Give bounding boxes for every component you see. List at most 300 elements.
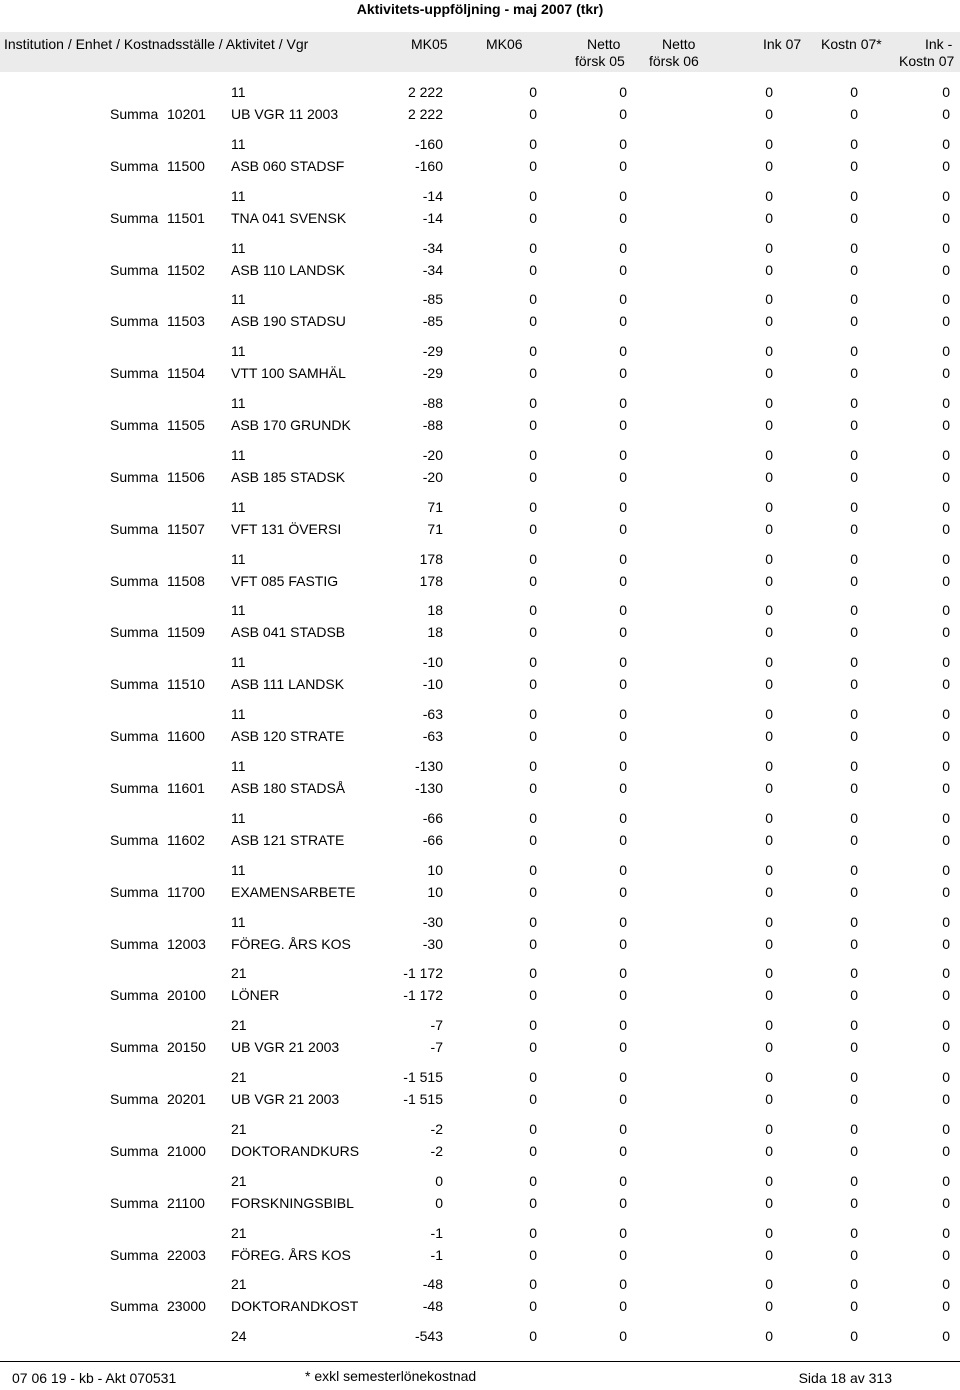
- value-cell: 0: [765, 187, 773, 204]
- value-cell: 0: [765, 291, 773, 308]
- value-cell: 0: [850, 209, 858, 226]
- account-name: UB VGR 21 2003: [231, 1091, 340, 1108]
- row-group: [0, 76, 960, 128]
- value-cell: 0: [529, 861, 537, 878]
- summary-row: [0, 1244, 960, 1266]
- value-cell: 0: [850, 498, 858, 515]
- value-cell: 0: [765, 209, 773, 226]
- value-cell: 0: [942, 831, 950, 848]
- row-group: [0, 1165, 960, 1217]
- value-cell: 0: [850, 987, 858, 1004]
- value-cell: 0: [942, 654, 950, 671]
- value-cell: 0: [529, 239, 537, 256]
- vgr-code: 21: [231, 1069, 247, 1086]
- value-cell: 0: [619, 1276, 627, 1293]
- value-cell: 0: [942, 1120, 950, 1137]
- summa-label: Summa: [110, 935, 159, 952]
- value-cell: 0: [529, 1039, 537, 1056]
- header-netto06-line1: Netto: [662, 36, 696, 52]
- value-cell: 0: [619, 831, 627, 848]
- value-cell: 0: [619, 1017, 627, 1034]
- summa-label: Summa: [110, 1091, 159, 1108]
- vgr-code: 11: [231, 84, 246, 100]
- value-cell: 0: [850, 728, 858, 745]
- value-cell: 0: [529, 602, 537, 619]
- value-cell: 0: [619, 883, 627, 900]
- summa-label: Summa: [110, 520, 159, 537]
- mk05-value: 2 222: [407, 84, 443, 100]
- value-cell: 0: [850, 861, 858, 878]
- value-cell: 0: [619, 446, 627, 463]
- vgr-code: 11: [231, 913, 246, 930]
- value-cell: 0: [850, 135, 858, 152]
- page-footer: [0, 1361, 960, 1390]
- value-cell: 0: [765, 261, 773, 278]
- account-name: ASB 060 STADSF: [231, 157, 345, 174]
- mk05-value: -543: [414, 1328, 443, 1345]
- mk05-value: -66: [422, 809, 443, 826]
- value-cell: 0: [850, 468, 858, 485]
- footer-note: * exkl semesterlönekostnad: [305, 1368, 477, 1384]
- value-cell: 0: [942, 1224, 950, 1241]
- value-cell: 0: [765, 1298, 773, 1315]
- value-cell: 0: [619, 1039, 627, 1056]
- value-cell: 0: [765, 1120, 773, 1137]
- value-cell: 0: [619, 291, 627, 308]
- vgr-code: 11: [231, 239, 246, 256]
- value-cell: 0: [619, 313, 627, 330]
- account-name: FÖREG. ÅRS KOS: [231, 935, 351, 952]
- summa-label: Summa: [110, 728, 159, 745]
- value-cell: 0: [765, 1017, 773, 1034]
- value-cell: 0: [850, 913, 858, 930]
- value-cell: 0: [765, 831, 773, 848]
- mk05-value: -1: [430, 1224, 443, 1241]
- value-cell: 0: [942, 468, 950, 485]
- value-cell: 0: [529, 365, 537, 382]
- row-group: [0, 854, 960, 906]
- value-cell: 0: [850, 624, 858, 641]
- value-cell: 0: [765, 1328, 773, 1345]
- account-number: 11501: [167, 209, 205, 226]
- mk05-total: 2 222: [407, 106, 443, 122]
- value-cell: 0: [529, 343, 537, 360]
- value-cell: 0: [529, 831, 537, 848]
- value-cell: 0: [942, 395, 950, 412]
- value-cell: 0: [765, 883, 773, 900]
- row-group: [0, 180, 960, 232]
- mk05-total: -1: [430, 1246, 443, 1263]
- value-cell: 0: [850, 343, 858, 360]
- mk05-total: 71: [427, 520, 443, 537]
- summary-row: [0, 984, 960, 1006]
- value-cell: 0: [942, 757, 950, 774]
- account-number: 11601: [167, 779, 205, 796]
- detail-row: [0, 911, 960, 933]
- value-cell: 0: [765, 728, 773, 745]
- value-cell: 0: [942, 728, 950, 745]
- summary-row: [0, 933, 960, 955]
- value-cell: 0: [942, 343, 950, 360]
- detail-row: [0, 599, 960, 621]
- account-name: EXAMENSARBETE: [231, 883, 356, 900]
- value-cell: 0: [850, 654, 858, 671]
- summa-label: Summa: [110, 261, 159, 278]
- summa-label: Summa: [110, 1246, 159, 1263]
- value-cell: 0: [942, 987, 950, 1004]
- value-cell: 0: [850, 291, 858, 308]
- vgr-code: 11: [231, 654, 246, 671]
- row-group: [0, 1009, 960, 1061]
- value-cell: 0: [765, 520, 773, 537]
- summary-row: [0, 725, 960, 747]
- value-cell: 0: [942, 365, 950, 382]
- summa-label: Summa: [110, 106, 159, 122]
- value-cell: 0: [619, 239, 627, 256]
- value-cell: 0: [765, 965, 773, 982]
- summary-row: [0, 1088, 960, 1110]
- value-cell: 0: [850, 1091, 858, 1108]
- detail-row: [0, 962, 960, 984]
- value-cell: 0: [850, 1224, 858, 1241]
- value-cell: 0: [942, 446, 950, 463]
- value-cell: 0: [619, 809, 627, 826]
- value-cell: 0: [619, 261, 627, 278]
- value-cell: 0: [942, 1194, 950, 1211]
- value-cell: 0: [942, 1276, 950, 1293]
- value-cell: 0: [942, 883, 950, 900]
- value-cell: 0: [529, 1091, 537, 1108]
- vgr-code: 11: [231, 809, 246, 826]
- value-cell: 0: [942, 965, 950, 982]
- mk05-value: -7: [430, 1017, 443, 1034]
- mk05-total: 0: [435, 1194, 443, 1211]
- footer-page-number: Sida 18 av 313: [798, 1370, 892, 1386]
- detail-row: [0, 1170, 960, 1192]
- account-number: 20201: [167, 1091, 206, 1108]
- vgr-code: 11: [231, 498, 246, 515]
- detail-row: [0, 496, 960, 518]
- value-cell: 0: [942, 135, 950, 152]
- summary-row: [0, 1140, 960, 1162]
- mk05-value: -160: [414, 135, 443, 152]
- summa-label: Summa: [110, 1142, 159, 1159]
- value-cell: 0: [942, 1017, 950, 1034]
- value-cell: 0: [529, 728, 537, 745]
- summa-label: Summa: [110, 831, 159, 848]
- value-cell: 0: [850, 572, 858, 589]
- value-cell: 0: [619, 913, 627, 930]
- mk05-value: -63: [422, 706, 443, 723]
- detail-row: [0, 703, 960, 725]
- mk05-value: 10: [427, 861, 443, 878]
- summa-label: Summa: [110, 987, 159, 1004]
- value-cell: 0: [619, 757, 627, 774]
- account-number: 21000: [167, 1142, 206, 1159]
- account-number: 11504: [167, 365, 205, 382]
- value-cell: 0: [850, 831, 858, 848]
- row-group: [0, 128, 960, 180]
- value-cell: 0: [619, 624, 627, 641]
- header-inkk-line2: Kostn 07: [899, 53, 955, 69]
- value-cell: 0: [850, 239, 858, 256]
- value-cell: 0: [619, 654, 627, 671]
- value-cell: 0: [529, 1194, 537, 1211]
- value-cell: 0: [619, 779, 627, 796]
- value-cell: 0: [529, 135, 537, 152]
- value-cell: 0: [529, 520, 537, 537]
- account-number: 11510: [167, 676, 205, 693]
- summa-label: Summa: [110, 313, 159, 330]
- account-name: ASB 190 STADSU: [231, 313, 346, 330]
- value-cell: 0: [765, 468, 773, 485]
- account-number: 21100: [167, 1194, 205, 1211]
- vgr-code: 11: [231, 861, 246, 878]
- value-cell: 0: [619, 1120, 627, 1137]
- value-cell: 0: [765, 446, 773, 463]
- value-cell: 0: [850, 1120, 858, 1137]
- summary-row: [0, 777, 960, 799]
- value-cell: 0: [942, 1298, 950, 1315]
- mk05-total: -66: [422, 831, 443, 848]
- value-cell: 0: [529, 417, 537, 434]
- row-group: [0, 491, 960, 543]
- value-cell: 0: [765, 1276, 773, 1293]
- row-group: [0, 698, 960, 750]
- mk05-value: 18: [427, 602, 443, 619]
- value-cell: 0: [529, 572, 537, 589]
- footer-date: 07 06 19 - kb - Akt 070531: [12, 1370, 177, 1386]
- detail-row: [0, 1066, 960, 1088]
- header-kostn07: Kostn 07*: [821, 36, 882, 52]
- summary-row: [0, 414, 960, 436]
- account-number: 12003: [167, 935, 206, 952]
- value-cell: 0: [765, 757, 773, 774]
- value-cell: 0: [619, 572, 627, 589]
- summary-row: [0, 1295, 960, 1317]
- value-cell: 0: [942, 1091, 950, 1108]
- value-cell: 0: [942, 1172, 950, 1189]
- value-cell: 0: [529, 1069, 537, 1086]
- value-cell: 0: [850, 1172, 858, 1189]
- value-cell: 0: [942, 187, 950, 204]
- value-cell: 0: [529, 706, 537, 723]
- vgr-code: 11: [231, 706, 246, 723]
- row-group: [0, 1268, 960, 1320]
- value-cell: 0: [942, 106, 950, 122]
- vgr-code: 11: [231, 757, 246, 774]
- detail-row: [0, 340, 960, 362]
- mk05-total: -10: [422, 676, 443, 693]
- value-cell: 0: [529, 291, 537, 308]
- vgr-code: 11: [231, 291, 246, 308]
- summary-row: [0, 466, 960, 488]
- mk05-total: -88: [422, 417, 443, 434]
- vgr-code: 21: [231, 965, 247, 982]
- mk05-value: -10: [422, 654, 443, 671]
- value-cell: 0: [942, 239, 950, 256]
- value-cell: 0: [619, 520, 627, 537]
- detail-row: [0, 1273, 960, 1295]
- value-cell: 0: [765, 935, 773, 952]
- value-cell: 0: [942, 520, 950, 537]
- detail-row: [0, 392, 960, 414]
- value-cell: 0: [765, 1172, 773, 1189]
- mk05-total: -20: [422, 468, 443, 485]
- value-cell: 0: [850, 1194, 858, 1211]
- value-cell: 0: [619, 1091, 627, 1108]
- mk05-total: -7: [430, 1039, 443, 1056]
- account-number: 11602: [167, 831, 205, 848]
- value-cell: 0: [529, 779, 537, 796]
- account-name: ASB 185 STADSK: [231, 468, 346, 485]
- summa-label: Summa: [110, 1039, 159, 1056]
- value-cell: 0: [850, 1142, 858, 1159]
- summa-label: Summa: [110, 676, 159, 693]
- detail-row: [0, 755, 960, 777]
- account-name: DOKTORANDKOST: [231, 1298, 359, 1315]
- value-cell: 0: [850, 602, 858, 619]
- value-cell: 0: [619, 1069, 627, 1086]
- account-name: ASB 121 STRATE: [231, 831, 345, 848]
- value-cell: 0: [619, 987, 627, 1004]
- account-name: VFT 131 ÖVERSI: [231, 520, 342, 537]
- mk05-total: -14: [422, 209, 443, 226]
- mk05-value: -1 515: [403, 1069, 443, 1086]
- row-group: [0, 439, 960, 491]
- value-cell: 0: [850, 676, 858, 693]
- header-netto06-line2: försk 06: [649, 53, 699, 69]
- value-cell: 0: [619, 861, 627, 878]
- account-number: 22003: [167, 1246, 206, 1263]
- vgr-code: 21: [231, 1224, 247, 1241]
- account-number: 11503: [167, 313, 205, 330]
- account-name: VTT 100 SAMHÄL: [231, 365, 346, 382]
- value-cell: 0: [942, 84, 950, 100]
- header-path: Institution / Enhet / Kostnadsställe / Aktivitet / Vgr: [4, 36, 309, 52]
- summary-row: [0, 1036, 960, 1058]
- value-cell: 0: [765, 861, 773, 878]
- value-cell: 0: [942, 1246, 950, 1263]
- value-cell: 0: [850, 1039, 858, 1056]
- summa-label: Summa: [110, 468, 159, 485]
- summa-label: Summa: [110, 779, 159, 796]
- value-cell: 0: [529, 757, 537, 774]
- value-cell: 0: [765, 1039, 773, 1056]
- value-cell: 0: [619, 135, 627, 152]
- summary-row: [0, 881, 960, 903]
- row-group: [0, 646, 960, 698]
- detail-row: [0, 288, 960, 310]
- account-name: FORSKNINGSBIBL: [231, 1194, 354, 1211]
- value-cell: 0: [619, 935, 627, 952]
- summa-label: Summa: [110, 883, 159, 900]
- value-cell: 0: [619, 157, 627, 174]
- value-cell: 0: [942, 809, 950, 826]
- value-cell: 0: [529, 1246, 537, 1263]
- value-cell: 0: [942, 1328, 950, 1345]
- value-cell: 0: [529, 313, 537, 330]
- value-cell: 0: [850, 395, 858, 412]
- mk05-total: -2: [430, 1142, 443, 1159]
- value-cell: 0: [850, 1069, 858, 1086]
- vgr-code: 11: [231, 602, 246, 619]
- value-cell: 0: [529, 498, 537, 515]
- value-cell: 0: [619, 343, 627, 360]
- summary-row: [0, 155, 960, 177]
- value-cell: 0: [619, 1194, 627, 1211]
- value-cell: 0: [850, 965, 858, 982]
- account-number: 23000: [167, 1298, 206, 1315]
- value-cell: 0: [529, 209, 537, 226]
- value-cell: 0: [529, 1276, 537, 1293]
- account-number: 11505: [167, 417, 205, 434]
- account-number: 10201: [167, 106, 206, 122]
- value-cell: 0: [850, 550, 858, 567]
- value-cell: 0: [619, 395, 627, 412]
- account-name: ASB 180 STADSÅ: [231, 779, 346, 796]
- vgr-code: 21: [231, 1276, 247, 1293]
- summa-label: Summa: [110, 1298, 159, 1315]
- value-cell: 0: [765, 417, 773, 434]
- mk05-total: 178: [419, 572, 443, 589]
- row-group: [0, 543, 960, 595]
- mk05-value: -48: [422, 1276, 443, 1293]
- summary-row: [0, 1192, 960, 1214]
- value-cell: 0: [529, 935, 537, 952]
- value-cell: 0: [765, 343, 773, 360]
- row-group: [0, 1061, 960, 1113]
- summary-row: [0, 207, 960, 229]
- mk05-value: -1 172: [403, 965, 443, 982]
- row-group: [0, 387, 960, 439]
- summa-label: Summa: [110, 209, 159, 226]
- mk05-value: -34: [422, 239, 443, 256]
- value-cell: 0: [942, 157, 950, 174]
- value-cell: 0: [850, 106, 858, 122]
- value-cell: 0: [619, 417, 627, 434]
- value-cell: 0: [765, 106, 773, 122]
- value-cell: 0: [619, 498, 627, 515]
- value-cell: 0: [850, 883, 858, 900]
- summary-row: [0, 673, 960, 695]
- value-cell: 0: [942, 861, 950, 878]
- header-inkk-line1: Ink -: [925, 36, 953, 52]
- value-cell: 0: [850, 446, 858, 463]
- value-cell: 0: [850, 757, 858, 774]
- account-name: DOKTORANDKURS: [231, 1142, 360, 1159]
- value-cell: 0: [942, 1142, 950, 1159]
- mk05-total: -29: [422, 365, 443, 382]
- value-cell: 0: [850, 84, 858, 100]
- value-cell: 0: [765, 1091, 773, 1108]
- account-number: 11600: [167, 728, 205, 745]
- mk05-total: -1 172: [403, 987, 443, 1004]
- value-cell: 0: [850, 417, 858, 434]
- value-cell: 0: [619, 187, 627, 204]
- mk05-total: -34: [422, 261, 443, 278]
- mk05-value: -88: [422, 395, 443, 412]
- value-cell: 0: [619, 106, 627, 122]
- value-cell: 0: [529, 446, 537, 463]
- mk05-total: -1 515: [403, 1091, 443, 1108]
- value-cell: 0: [942, 209, 950, 226]
- mk05-value: -2: [430, 1120, 443, 1137]
- vgr-code: 24: [231, 1328, 247, 1345]
- vgr-code: 11: [231, 187, 246, 204]
- value-cell: 0: [529, 883, 537, 900]
- detail-row: [0, 859, 960, 881]
